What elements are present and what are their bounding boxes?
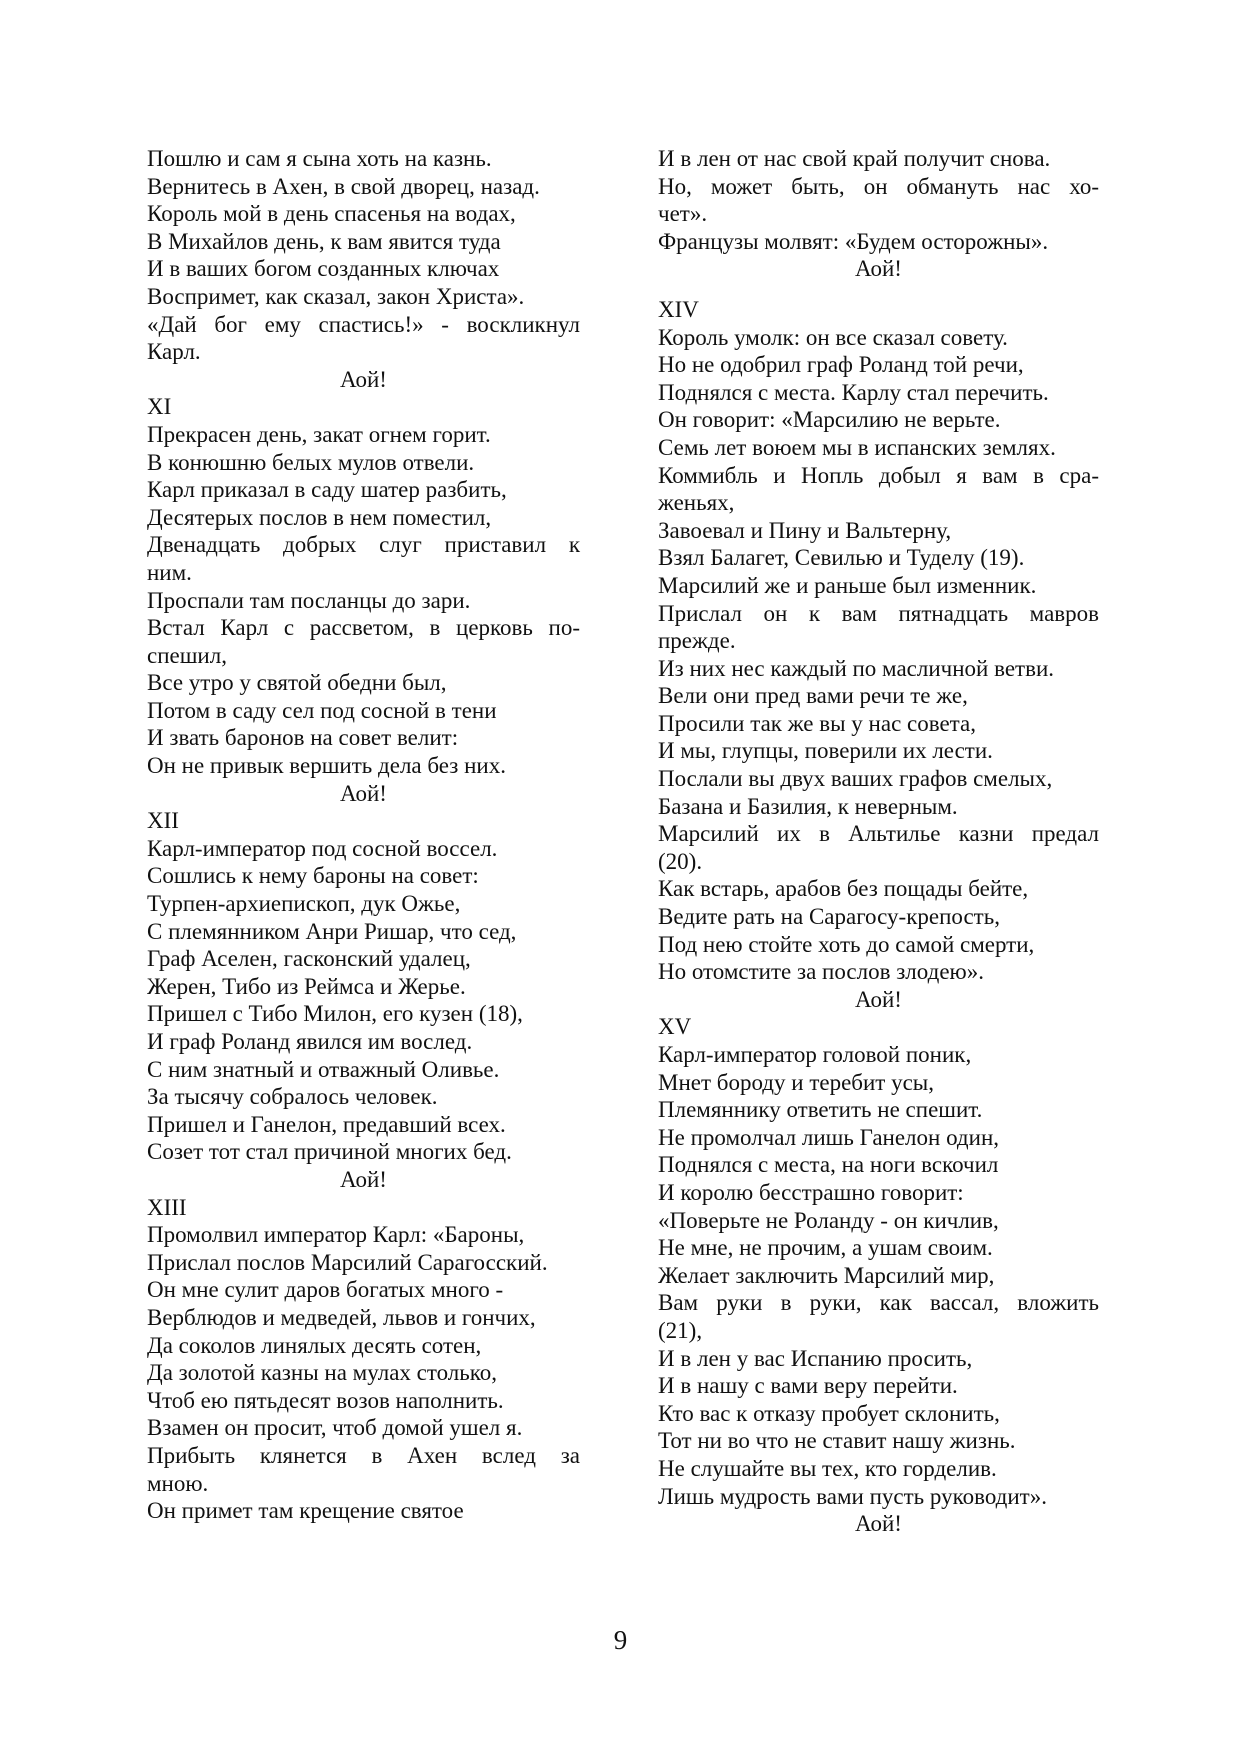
verse-line: Не слушайте вы тех, кто горделив. [658, 1455, 997, 1481]
verse-line: Воспримет, как сказал, закон Христа». [147, 283, 525, 309]
verse-line: Десятерых послов в нем поместил, [147, 504, 492, 530]
verse-line: Взял Балагет, Севилью и Туделу (19). [658, 545, 1025, 571]
verse-line: В конюшню белых мулов отвели. [147, 449, 475, 475]
verse-line: Лишь мудрость вами пусть руководит». [658, 1483, 1047, 1509]
verse-line: Верблюдов и медведей, львов и гончих, [147, 1304, 536, 1330]
verse-line: Но, может быть, он обмануть нас хо- [658, 173, 1099, 199]
verse-line: Послали вы двух ваших графов смелых, [658, 766, 1053, 792]
verse-line: Французы молвят: «Будем осторожны». [658, 228, 1049, 254]
verse-line: Пришел и Ганелон, предавший всех. [147, 1111, 506, 1137]
verse-line: И в лен у вас Испанию просить, [658, 1345, 973, 1371]
refrain-aoi: Аой! [340, 1166, 387, 1192]
verse-line: Поднялся с места, на ноги вскочил [658, 1152, 999, 1178]
verse-line: спешил, [147, 642, 227, 668]
verse-line: (21), [658, 1317, 703, 1343]
verse-line: Жерен, Тибо из Реймса и Жерье. [147, 973, 466, 999]
refrain-aoi: Аой! [855, 986, 902, 1012]
verse-line: Марсилий же и раньше был изменник. [658, 572, 1037, 598]
stanza-gap [658, 283, 1099, 296]
verse-line: Не мне, не прочим, а ушам своим. [658, 1235, 993, 1261]
verse-line: Мнет бороду и теребит усы, [658, 1069, 935, 1095]
verse-line: Сошлись к нему бароны на совет: [147, 863, 479, 889]
refrain-aoi: Аой! [340, 366, 387, 392]
refrain-aoi: Аой! [855, 256, 902, 282]
verse-line: Проспали там посланцы до зари. [147, 587, 471, 613]
verse-line: Прислал послов Марсилий Сарагосский. [147, 1249, 548, 1275]
page-number: 9 [613, 1625, 628, 1655]
verse-line: Да соколов линялых десять сотен, [147, 1332, 482, 1358]
verse-line: Карл. [147, 339, 201, 365]
verse-line: Но не одобрил граф Роланд той речи, [658, 352, 1024, 378]
verse-line: Карл-император головой поник, [658, 1042, 972, 1067]
verse-line: (20). [658, 848, 703, 874]
verse-line: Встал Карл с рассветом, в церковь по- [147, 615, 580, 641]
verse-line: Двенадцать добрых слуг приставил к [147, 532, 580, 558]
verse-line: Все утро у святой обедни был, [147, 670, 447, 696]
verse-line: Он не привык вершить дела без них. [147, 753, 506, 779]
verse-line: Вели они пред вами речи те же, [658, 683, 968, 709]
verse-line: Король умолк: он все сказал совету. [658, 324, 1008, 350]
verse-line: ним. [147, 559, 192, 585]
verse-line: Из них нес каждый по масличной ветви. [658, 655, 1054, 681]
verse-line: И королю бесстрашно говорит: [658, 1179, 964, 1205]
verse-line: Желает заключить Марсилий мир, [658, 1262, 995, 1288]
verse-line: Да золотой казны на мулах столько, [147, 1360, 498, 1386]
verse-line: В Михайлов день, к вам явится туда [147, 228, 501, 254]
verse-line: И в нашу с вами веру перейти. [658, 1373, 958, 1399]
verse-line: Он примет там крещение святое [147, 1498, 464, 1524]
verse-line: Базана и Базилия, к неверным. [658, 793, 958, 819]
verse-line: Просили так же вы у нас совета, [658, 710, 976, 736]
left-text-column [147, 145, 580, 1525]
refrain-aoi: Аой! [340, 780, 387, 806]
right-text-column [658, 145, 1099, 1538]
verse-line: Граф Аселен, гасконский удалец, [147, 946, 471, 972]
section-number: XIII [147, 1194, 187, 1220]
section-number: XII [147, 808, 179, 834]
verse-line: Чтоб ею пятьдесят возов наполнить. [147, 1387, 504, 1413]
verse-line: Пришел с Тибо Милон, его кузен (18), [147, 1001, 523, 1027]
verse-line: Прекрасен день, закат огнем горит. [147, 421, 491, 447]
refrain-aoi: Аой! [855, 1511, 902, 1537]
verse-line: Турпен-архиепископ, дук Ожье, [147, 891, 461, 917]
verse-line: Кто вас к отказу пробует склонить, [658, 1400, 1000, 1426]
verse-line: Марсилий их в Альтилье казни предал [658, 821, 1099, 847]
verse-line: И в ваших богом созданных ключах [147, 256, 500, 282]
verse-line: Прислал он к вам пятнадцать мавров [658, 600, 1099, 626]
verse-line: Король мой в день спасенья на водах, [147, 201, 516, 227]
verse-line: Карл-император под сосной воссел. [147, 835, 498, 861]
verse-line: «Поверьте не Роланду - он кичлив, [658, 1207, 999, 1233]
verse-line: Под нею стойте хоть до самой смерти, [658, 931, 1035, 957]
verse-line: Коммибль и Нопль добыл я вам в сра- [658, 462, 1099, 488]
verse-line: За тысячу собралось человек. [147, 1084, 438, 1110]
verse-line: Взамен он просит, чтоб домой ушел я. [147, 1415, 523, 1441]
section-number: XV [658, 1014, 692, 1040]
verse-line: «Дай бог ему спастись!» - воскликнул [147, 311, 580, 337]
verse-line: С ним знатный и отважный Оливье. [147, 1056, 500, 1082]
verse-line: С племянником Анри Ришар, что сед, [147, 918, 517, 944]
verse-line: Завоевал и Пину и Вальтерну, [658, 517, 952, 543]
verse-line: Тот ни во что не ставит нашу жизнь. [658, 1428, 1016, 1454]
verse-line: Но отомстите за послов злодею». [658, 959, 984, 985]
verse-line: женьях, [658, 490, 735, 516]
verse-line: мною. [147, 1470, 209, 1496]
verse-line: Карл приказал в саду шатер разбить, [147, 477, 507, 503]
verse-line: прежде. [658, 628, 736, 654]
verse-line: Поднялся с места. Карлу стал перечить. [658, 379, 1049, 405]
section-number: XIV [658, 296, 699, 322]
verse-line: Потом в саду сел под сосной в тени [147, 697, 497, 723]
verse-line: Пошлю и сам я сына хоть на казнь. [147, 146, 492, 171]
verse-line: Семь лет воюем мы в испанских землях. [658, 434, 1056, 460]
verse-line: Вернитесь в Ахен, в свой дворец, назад. [147, 173, 540, 199]
verse-line: Он мне сулит даров богатых много - [147, 1277, 504, 1303]
verse-line: чет». [658, 201, 708, 227]
verse-line: И мы, глупцы, поверили их лести. [658, 738, 993, 764]
verse-line: И граф Роланд явился им вослед. [147, 1029, 473, 1054]
verse-line: Не промолчал лишь Ганелон один, [658, 1124, 1000, 1150]
verse-line: Как встарь, арабов без пощады бейте, [658, 876, 1029, 902]
verse-line: Созет тот стал причиной многих бед. [147, 1139, 512, 1165]
verse-line: Промолвил император Карл: «Бароны, [147, 1222, 525, 1248]
verse-line: Вам руки в руки, как вассал, вложить [658, 1290, 1099, 1316]
verse-line: И в лен от нас свой край получит снова. [658, 146, 1051, 171]
verse-line: Прибыть клянется в Ахен вслед за [147, 1442, 580, 1468]
verse-line: И звать баронов на совет велит: [147, 725, 459, 751]
section-number: XI [147, 394, 172, 420]
verse-line: Ведите рать на Сарагосу-крепость, [658, 904, 1000, 930]
verse-line: Племяннику ответить не спешит. [658, 1097, 983, 1123]
verse-line: Он говорит: «Марсилию не верьте. [658, 407, 1001, 433]
